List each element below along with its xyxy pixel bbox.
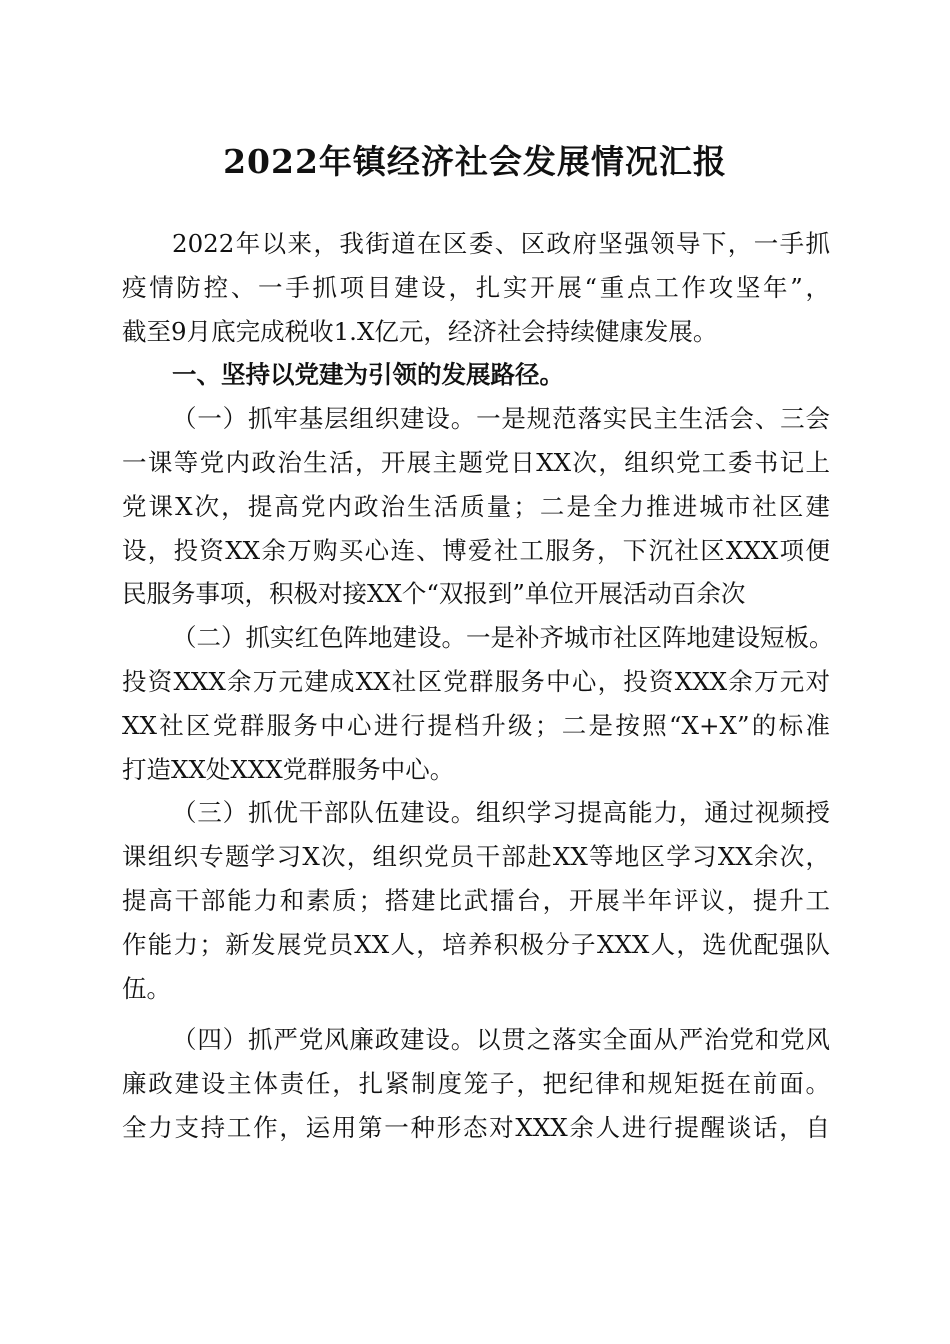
paragraph-2-line: XX社区党群服务中心进行提档升级；二是按照“X+X”的标准 [122,710,830,740]
document-body [122,222,834,1150]
paragraph-3-line: （三）抓优干部队伍建设。组织学习提高能力，通过视频授 [172,798,830,828]
document-title: 2022年镇经济社会发展情况汇报 [223,142,727,181]
paragraph-1-line: 党课X次，提高党内政治生活质量；二是全力推进城市社区建 [122,491,830,521]
paragraph-intro-line: 截至9月底完成税收1.X亿元，经济社会持续健康发展。 [122,316,718,346]
paragraph-2-line: （二）抓实红色阵地建设。一是补齐城市社区阵地建设短板。 [172,623,834,653]
section-heading: 一、坚持以党建为引领的发展路径。 [172,360,564,390]
paragraph-spacer [122,1010,830,1018]
paragraph-1-line: 民服务事项，积极对接XX个“双报到”单位开展活动百余次 [122,579,746,609]
paragraph-4-line: 全力支持工作，运用第一种形态对XXX余人进行提醒谈话，自 [122,1112,830,1142]
paragraph-3-line: 伍。 [122,973,171,1003]
paragraph-2-line: 投资XXX余万元建成XX社区党群服务中心，投资XXX余万元对 [122,666,830,696]
paragraph-intro-line: 疫情防控、一手抓项目建设，扎实开展“重点工作攻坚年”， [122,272,830,302]
paragraph-2-line: 打造XX处XXX党群服务中心。 [122,754,455,784]
paragraph-4-line: （四）抓严党风廉政建设。以贯之落实全面从严治党和党风 [172,1025,830,1055]
paragraph-3-line: 作能力；新发展党员XX人，培养积极分子XXX人，选优配强队 [122,929,830,959]
paragraph-1-line: （一）抓牢基层组织建设。一是规范落实民主生活会、三会 [172,404,830,434]
paragraph-1-line: 一课等党内政治生活，开展主题党日XX次，组织党工委书记上 [122,447,830,477]
paragraph-3-line: 课组织专题学习X次，组织党员干部赴XX等地区学习XX余次， [122,842,830,872]
paragraph-intro-line: 2022年以来，我街道在区委、区政府坚强领导下，一手抓 [172,229,830,258]
paragraph-3-line: 提高干部能力和素质；搭建比武擂台，开展半年评议，提升工 [122,885,830,915]
paragraph-4-line: 廉政建设主体责任，扎紧制度笼子，把纪律和规矩挺在前面。 [122,1069,830,1099]
paragraph-1-line: 设，投资XX余万购买心连、博爱社工服务，下沉社区XXX项便 [122,535,830,565]
